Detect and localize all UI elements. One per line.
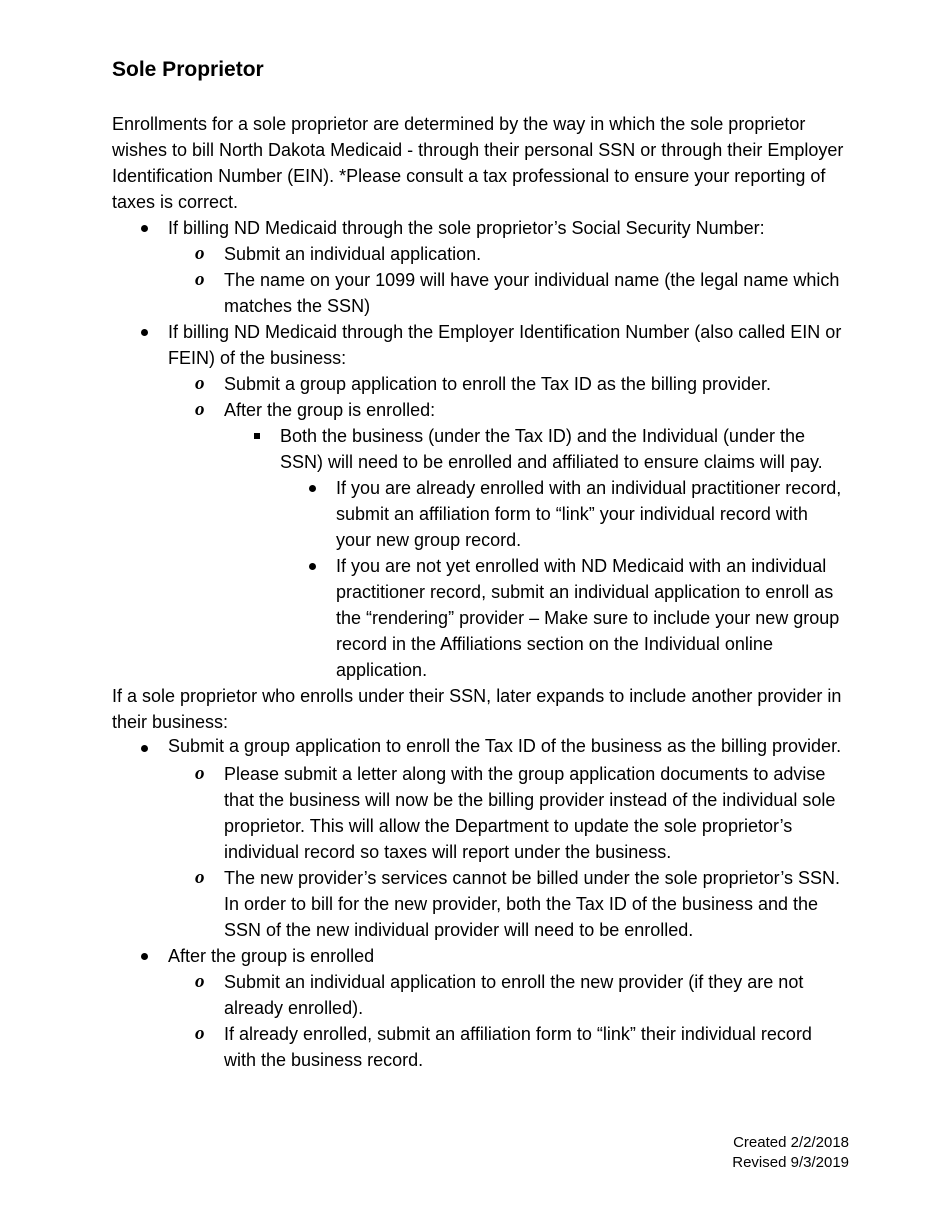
- bullet-icon: [141, 225, 148, 232]
- intro-paragraph: Enrollments for a sole proprietor are determined by the way in which the sole proprietor wishes to bill North Dakota Medicaid - through their personal SSN or through their Employer Identification Number (EIN). *Please consult a tax professional to ensure your reporting of taxes is correct.: [112, 114, 844, 212]
- document-body: [112, 56, 847, 1073]
- ein-billing-sublist: [112, 371, 847, 423]
- list-item: o Submit an individual application.: [112, 241, 847, 267]
- ein-billing-heading: If billing ND Medicaid through the Employer Identification Number (also called EIN or FEIN) of the business:: [168, 322, 842, 368]
- circle-bullet-icon: o: [195, 1023, 205, 1044]
- after-group-item: After the group is enrolled: [112, 943, 847, 969]
- after-group-sublist: [112, 969, 847, 1073]
- circle-bullet-icon: o: [195, 269, 205, 290]
- expansion-list: [112, 735, 847, 761]
- expansion-paragraph: If a sole proprietor who enrolls under their SSN, later expands to include another provider in their business:: [112, 686, 842, 732]
- list-item: o Please submit a letter along with the group application documents to advise that the business will now be the billing provider instead of the individual sole proprietor. This will allow the Department to update the sole proprietor’s individual record so taxes will report under the business.: [195, 763, 836, 862]
- list-item: o Submit a group application to enroll the Tax ID as the billing provider.: [112, 371, 847, 397]
- ssn-billing-sublist: [112, 241, 847, 319]
- group-application-item: Submit a group application to enroll the Tax ID of the business as the billing provider.: [112, 735, 847, 761]
- list-item: o After the group is enrolled:: [112, 397, 847, 423]
- bullet-icon: [141, 953, 148, 960]
- billing-options-list: [112, 215, 847, 241]
- group-application-sublist: [112, 761, 847, 943]
- list-item: If you are already enrolled with an individual practitioner record, submit an affiliation form to “link” your individual record with your new group record.: [112, 475, 847, 553]
- bullet-icon: [141, 329, 148, 336]
- circle-bullet-icon: o: [195, 763, 205, 784]
- ein-affiliation-sublist: [112, 475, 847, 683]
- list-item: o Submit an individual application to enroll the new provider (if they are not already enrolled).: [195, 971, 804, 1018]
- created-date: Created 2/2/2018: [733, 1134, 849, 1151]
- bullet-icon: [309, 563, 316, 570]
- list-item: Both the business (under the Tax ID) and the Individual (under the SSN) will need to be enrolled and affiliated to ensure claims will pay.: [112, 423, 847, 475]
- list-item: o The name on your 1099 will have your individual name (the legal name which matches the SSN): [195, 269, 840, 316]
- square-bullet-icon: [254, 433, 260, 439]
- list-item: o The new provider’s services cannot be billed under the sole proprietor’s SSN. In order to bill for the new provider, both the Tax ID of the business and the SSN of the new individual provider will need to be enrolled.: [195, 867, 840, 940]
- ssn-billing-item: [112, 215, 847, 241]
- bullet-icon: [309, 485, 316, 492]
- ssn-billing-heading: If billing ND Medicaid through the sole proprietor’s Social Security Number:: [168, 218, 765, 238]
- after-group-list: [112, 943, 847, 969]
- list-item: If you are not yet enrolled with ND Medicaid with an individual practitioner record, submit an individual application to enroll as the “rendering” provider – Make sure to include your new group record in the Affiliations section on the Individual online application.: [112, 553, 847, 683]
- ein-affiliation-list: [112, 423, 847, 475]
- page-title: Sole Proprietor: [112, 58, 264, 81]
- circle-bullet-icon: o: [195, 243, 205, 264]
- circle-bullet-icon: o: [195, 373, 205, 394]
- bullet-icon: [141, 745, 148, 752]
- revised-date: Revised 9/3/2019: [732, 1154, 849, 1171]
- document-footer: [732, 1133, 849, 1173]
- circle-bullet-icon: o: [195, 399, 205, 420]
- ein-billing-list: [112, 319, 847, 371]
- list-item: o If already enrolled, submit an affiliation form to “link” their individual record with the business record.: [195, 1023, 812, 1070]
- circle-bullet-icon: o: [195, 971, 205, 992]
- circle-bullet-icon: o: [195, 867, 205, 888]
- ein-billing-item: [112, 319, 847, 371]
